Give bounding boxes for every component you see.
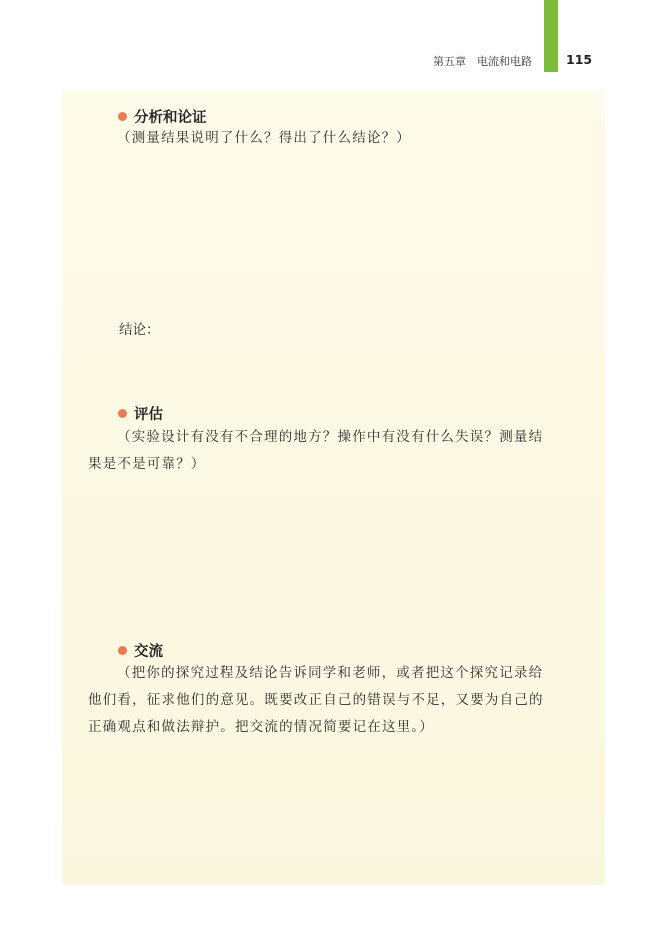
heading-text: 分析和论证 xyxy=(134,110,207,126)
communication-prompt-line: 他们看，征求他们的意见。既要改正自己的错误与不足，又要为自己的 xyxy=(88,692,544,708)
heading-text: 评估 xyxy=(134,407,163,423)
analysis-prompt: （测量结果说明了什么？得出了什么结论？） xyxy=(117,130,411,146)
section-heading-evaluation xyxy=(118,403,163,424)
section-heading-analysis xyxy=(118,106,207,127)
bullet-icon xyxy=(118,646,127,655)
communication-prompt-line: 正确观点和做法辩护。把交流的情况简要记在这里。） xyxy=(88,719,435,735)
worksheet-background xyxy=(62,90,605,885)
communication-prompt-line: （把你的探究过程及结论告诉同学和老师，或者把这个探究记录给 xyxy=(117,665,544,681)
page-number: 115 xyxy=(566,52,593,67)
conclusion-label: 结论： xyxy=(119,322,160,338)
bullet-icon xyxy=(118,112,127,121)
bullet-icon xyxy=(118,409,127,418)
running-header xyxy=(0,52,650,70)
section-heading-communication xyxy=(118,640,163,661)
heading-text: 交流 xyxy=(134,644,163,660)
evaluation-prompt-line: 果是不是可靠？） xyxy=(88,456,206,472)
chapter-title: 第五章 电流和电路 xyxy=(433,55,532,68)
evaluation-prompt-line: （实验设计有没有不合理的地方？操作中有没有什么失误？测量结 xyxy=(117,429,544,445)
